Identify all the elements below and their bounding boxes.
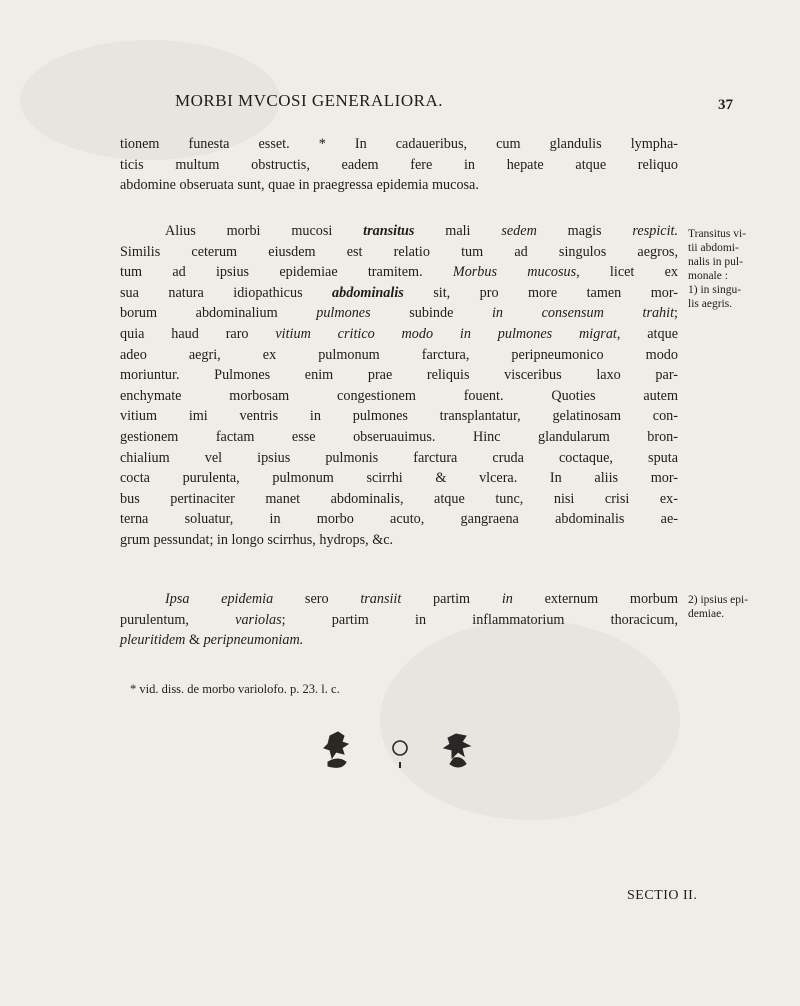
text-line: bus pertinaciter manet abdominalis, atque tunc, nisi crisi ex- — [120, 490, 678, 507]
text-line: pleuritidem & peripneumoniam. — [120, 632, 304, 649]
text-line: tionem funesta esset. * In cadaueribus, cum glandulis lympha- — [120, 136, 678, 152]
text-line: moriuntur. Pulmones enim prae reliquis visceribus laxo par- — [120, 367, 678, 384]
text-line: enchymate morbosam congestionem fouent. Quoties autem — [120, 387, 678, 404]
margin-note-2 — [688, 593, 798, 621]
printers-ornament-icon — [300, 724, 500, 778]
margin-note-line: monale : — [688, 270, 728, 282]
text-line: Similis ceterum eiusdem est relatio tum ad singulos aegros, — [120, 243, 678, 260]
text-line: sua natura idiopathicus abdominalis sit, pro more tamen mor- — [120, 284, 678, 301]
text-line: tum ad ipsius epidemiae tramitem. Morbus mucosus, licet ex — [120, 264, 678, 281]
text-line: terna soluatur, in morbo acuto, gangraena abdominalis ae- — [120, 511, 678, 528]
paragraph-1 — [120, 134, 678, 196]
footnote: * vid. diss. de morbo variolofo. p. 23. l. c. — [130, 682, 340, 696]
paragraph-3 — [120, 589, 678, 651]
paragraph-2 — [120, 221, 678, 551]
margin-note-1 — [688, 227, 798, 311]
margin-note-line: tii abdomi- — [688, 242, 739, 254]
text-line: gestionem factam esse obseruauimus. Hinc glandularum bron- — [120, 428, 678, 445]
margin-note-line: lis aegris. — [688, 298, 733, 310]
margin-note-line: demiae. — [688, 608, 725, 620]
catchword: SECTIO II. — [627, 888, 698, 903]
text-line: Alius morbi mucosi transitus mali sedem magis respicit. — [165, 223, 678, 239]
margin-note-line: nalis in pul- — [688, 256, 743, 268]
text-line: vitium imi ventris in pulmones transplantatur, gelatinosam con- — [120, 408, 678, 425]
margin-note-line: Transitus vi- — [688, 228, 747, 240]
text-line: purulentum, variolas; partim in inflammatorium thoracicum, — [120, 611, 678, 628]
page-number: 37 — [718, 97, 733, 113]
margin-note-line: 2) ipsius epi- — [688, 594, 749, 606]
text-line: chialium vel ipsius pulmonis farctura cruda coctaque, sputa — [120, 449, 678, 466]
text-line: borum abdominalium pulmones subinde in consensum trahit; — [120, 305, 678, 322]
text-line: ticis multum obstructis, eadem fere in hepate atque reliquo — [120, 156, 678, 173]
text-line: cocta purulenta, pulmonum scirrhi & vlcera. In aliis mor- — [120, 470, 678, 487]
text-line: Ipsa epidemia sero transiit partim in externum morbum — [165, 591, 679, 607]
text-line: adeo aegri, ex pulmonum farctura, peripneumonico modo — [120, 346, 678, 363]
text-line: quia haud raro vitium critico modo in pulmones migrat, atque — [120, 325, 678, 342]
margin-note-line: 1) in singu- — [688, 284, 742, 296]
text-line: grum pessundat; in longo scirrhus, hydrops, &c. — [120, 531, 394, 548]
text-line: abdomine obseruata sunt, quae in praegressa epidemia mucosa. — [120, 177, 479, 194]
running-title: MORBI MVCOSI GENERALIORA. — [175, 91, 443, 110]
